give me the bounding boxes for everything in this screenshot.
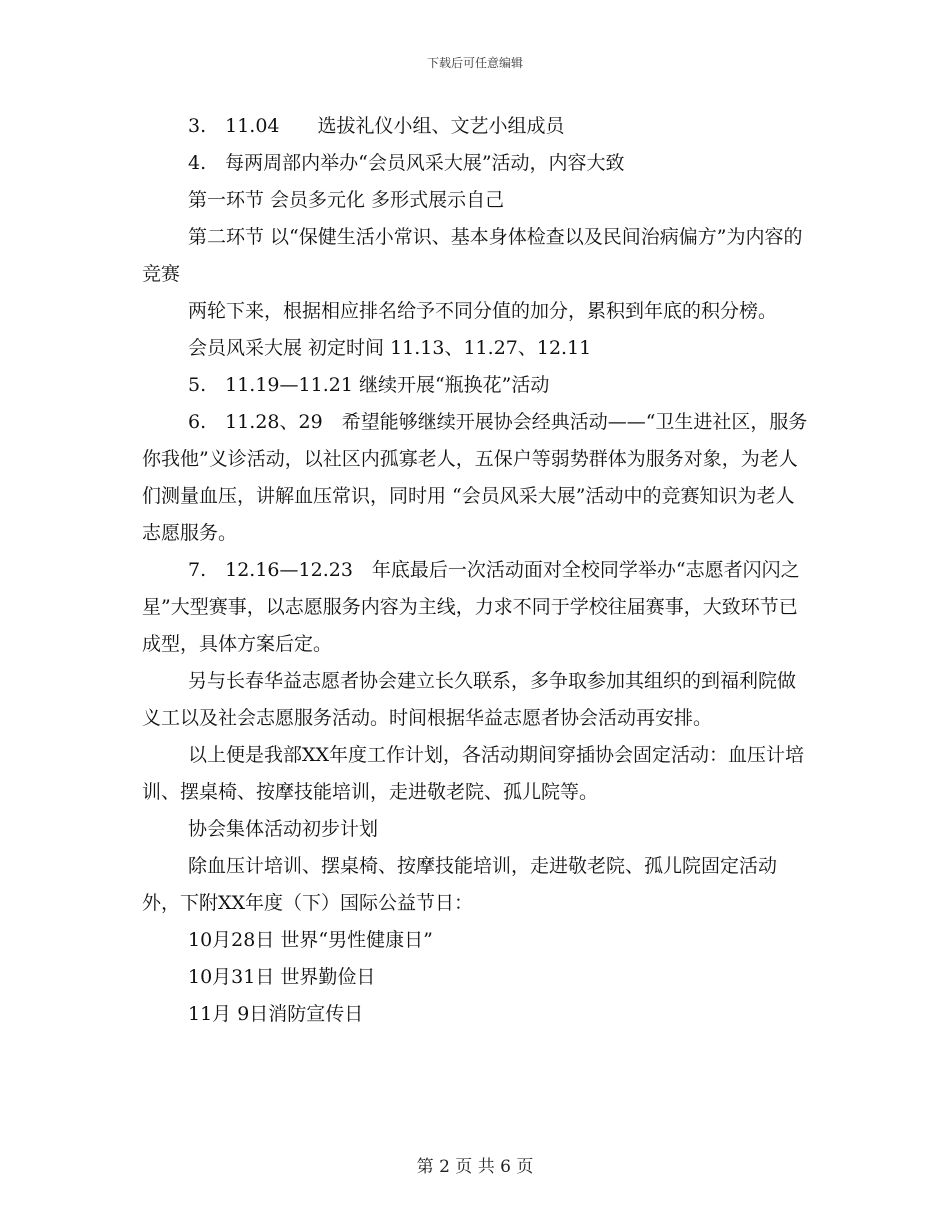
paragraph: 协会集体活动初步计划 [188,818,379,840]
paragraph: 5. 11.19—11.21 继续开展“瓶换花”活动 [188,374,550,396]
paragraph: 以上便是我部XX年度工作计划，各活动期间穿插协会固定活动：血压计培训、摆桌椅、按摩技能培训，走进敬老院、孤儿院等。 [142,744,805,803]
paragraph: 另与长春华益志愿者协会建立长久联系，多争取参加其组织的到福利院做义工以及社会志愿服务活动。时间根据华益志愿者协会活动再安排。 [142,670,797,729]
paragraph: 4. 每两周部内举办“会员风采大展”活动，内容大致 [188,152,625,174]
paragraph: 10月28日 世界“男性健康日” [188,929,433,951]
paragraph: 6. 11.28、29 希望能够继续开展协会经典活动——“卫生进社区，服务你我他”义诊活动，以社区内孤寡老人，五保户等弱势群体为服务对象，为老人们测量血压，讲解血压常识，同时用 “会员风采大展”活动中的竞赛知识为老人志愿服务。 [142,411,808,544]
paragraph: 除血压计培训、摆桌椅、按摩技能培训，走进敬老院、孤儿院固定活动外，下附XX年度（下）国际公益节日： [142,855,778,914]
paragraph: 会员风采大展 初定时间 11.13、11.27、12.11 [188,337,592,359]
paragraph: 7. 12.16—12.23 年底最后一次活动面对全校同学举办“志愿者闪闪之星”大型赛事，以志愿服务内容为主线，力求不同于学校往届赛事，大致环节已成型，具体方案后定。 [142,559,800,655]
paragraph: 第一环节 会员多元化 多形式展示自己 [188,189,505,211]
paragraph: 3. 11.04 选拔礼仪小组、文艺小组成员 [188,115,565,137]
paragraph: 10月31日 世界勤俭日 [188,966,376,988]
paragraph: 两轮下来，根据相应排名给予不同分值的加分，累积到年底的积分榜。 [188,300,778,322]
document-body [142,108,810,1033]
paragraph: 第二环节 以“保健生活小常识、基本身体检查以及民间治病偏方”为内容的竞赛 [142,226,803,285]
page-footer: 第 2 页 共 6 页 [416,1157,534,1177]
page-header: 下载后可任意编辑 [426,56,523,70]
paragraph: 11月 9日消防宣传日 [188,1003,364,1025]
